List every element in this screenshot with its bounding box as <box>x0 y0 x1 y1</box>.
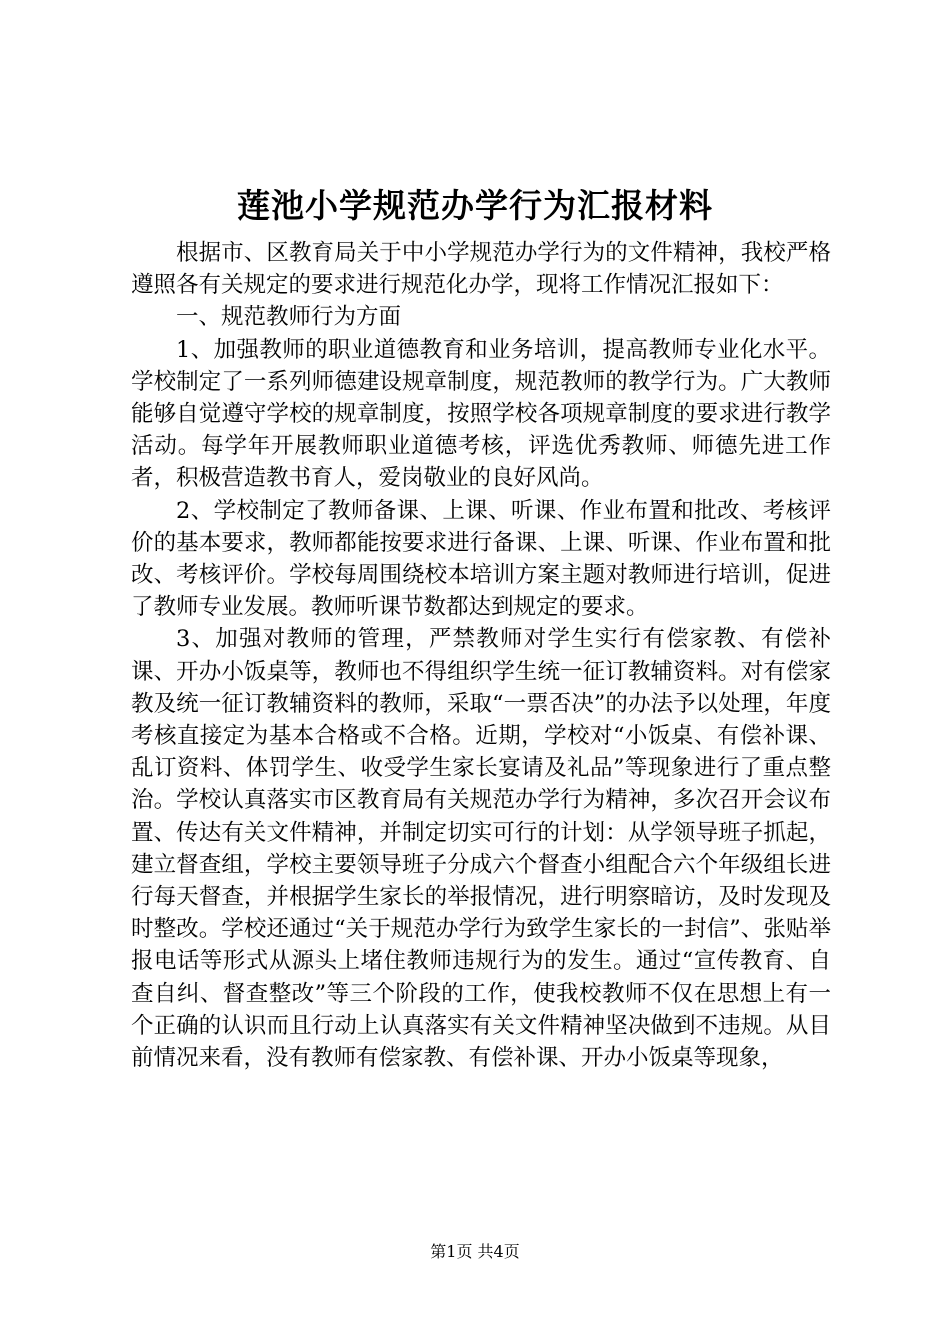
page-number-footer: 第1页 共4页 <box>430 1242 520 1261</box>
paragraph-item-1: 1、加强教师的职业道德教育和业务培训，提高教师专业化水平。学校制定了一系列师德建设规章制度，规范教师的教学行为。广大教师能够自觉遵守学校的规章制度，按照学校各项规章制度的要求进行教学活动。每学年开展教师职业道德考核，评选优秀教师、师德先进工作者，积极营造教书育人，爱岗敬业的良好风尚。 <box>131 336 831 492</box>
document-body <box>131 237 831 1074</box>
paragraph-item-3: 3、加强对教师的管理，严禁教师对学生实行有偿家教、有偿补课、开办小饭桌等，教师也不得组织学生统一征订教辅资料。对有偿家教及统一征订教辅资料的教师，采取“一票否决”的办法予以处理，年度考核直接定为基本合格或不合格。近期，学校对“小饭桌、有偿补课、乱订资料、体罚学生、收受学生家长宴请及礼品”等现象进行了重点整治。学校认真落实市区教育局有关规范办学行为精神，多次召开会议布置、传达有关文件精神，并制定切实可行的计划：从学领导班子抓起，建立督查组，学校主要领导班子分成六个督查小组配合六个年级组长进行每天督查，并根据学生家长的举报情况，进行明察暗访，及时发现及时整改。学校还通过“关于规范办学行为致学生家长的一封信”、张贴举报电话等形式从源头上堵住教师违规行为的发生。通过“宣传教育、自查自纠、督查整改”等三个阶段的工作，使我校教师不仅在思想上有一个正确的认识而且行动上认真落实有关文件精神坚决做到不违规。从目前情况来看，没有教师有偿家教、有偿补课、开办小饭桌等现象， <box>131 626 831 1072</box>
section-heading: 一、规范教师行为方面 <box>176 304 402 331</box>
paragraph-item-2: 2、学校制定了教师备课、上课、听课、作业布置和批改、考核评价的基本要求，教师都能按要求进行备课、上课、听课、作业布置和批改、考核评价。学校每周围绕校本培训方案主题对教师进行培训，促进了教师专业发展。教师听课节数都达到规定的要求。 <box>131 497 831 621</box>
paragraph-intro: 根据市、区教育局关于中小学规范办学行为的文件精神，我校严格遵照各有关规定的要求进行规范化办学，现将工作情况汇报如下： <box>131 240 831 299</box>
document-title: 莲池小学规范办学行为汇报材料 <box>237 186 713 225</box>
